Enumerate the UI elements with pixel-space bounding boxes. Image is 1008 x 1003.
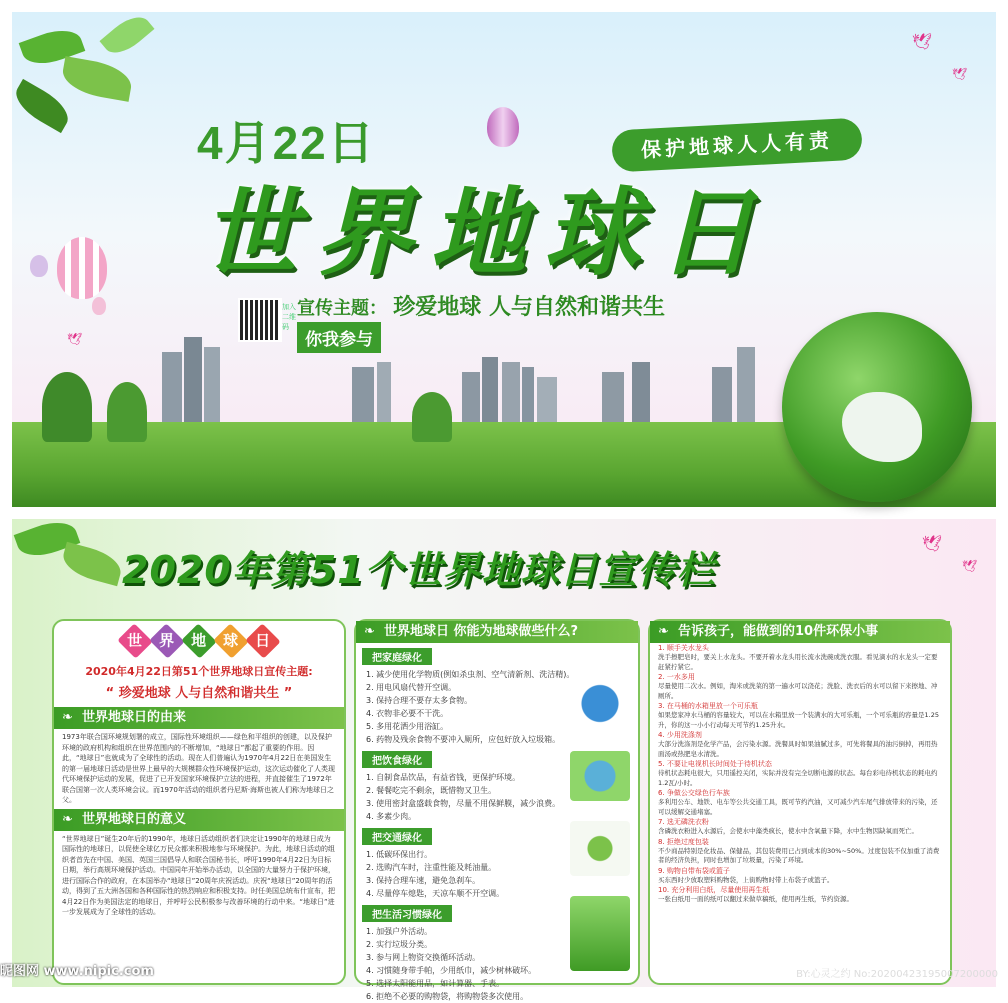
tip-title: 4. 少用洗涤剂 [658, 731, 702, 739]
hot-air-balloon-icon [487, 107, 519, 147]
watermark-id: BY:心灵之约 No:20200423195007200000 [796, 969, 998, 980]
leaf-decoration [59, 542, 125, 587]
leaf-decoration [9, 79, 75, 133]
tip-title: 8. 拒绝过度包装 [658, 837, 709, 846]
actions-heading: ❧ 世界地球日 你能为地球做些什么? [356, 621, 638, 643]
list-item: 2. 用电风扇代替开空调。 [366, 683, 457, 692]
list-item: 2. 选购汽车时，注重性能及耗油量。 [366, 863, 497, 872]
hot-air-balloon-icon [92, 297, 106, 315]
cube-tile: 界 [149, 623, 184, 658]
list-item: 4. 衣物非必要不干洗。 [366, 709, 449, 718]
cube-tile: 日 [245, 623, 280, 658]
tip-text: 多利用公车、地铁、电车等公共交通工具，既可节约汽油，又可减少汽车尾气排放带来的污染，还可以缓解交通堵塞。 [658, 798, 938, 816]
list-item: 1. 减少使用化学物质(例如杀虫剂、空气清新剂、洗洁精)。 [366, 670, 575, 679]
tip-item [650, 817, 950, 837]
meaning-text: “世界地球日”诞生20年后的1990年，地球日活动组织者们决定让1990年的地球日成为国际性的地球日，以促使全球亿万民众都来积极地参与环境保护。为此，地球日活动的组织者首先在中国、美国、英国三国倡导人和联合国秘书长，呼吁1990年4月22日为目标日期，举行高规环境保护活动。中国同年开始举办活动，以全国的大量努力于保护环境，进行国际合作的政府，在本国举办“地球日”20周年庆祝活动。庆祝“地球日”20周年的活动，得到了五大洲各国和各种国际性的热烈响应和积极支持。时任美国总统布什宣布，把4月22日作为美国法定的地球日，并呼吁公民积极参与改善环境的行动中来。“地球日”进一步发展成为了全球性的活动。 [62, 834, 335, 916]
tips-heading: ❧ 告诉孩子，能做到的10件环保小事 [650, 621, 950, 643]
list-item: 3. 参与网上物资交换循环活动。 [366, 953, 481, 962]
city-skyline [162, 332, 762, 432]
earth-kids-image [570, 751, 630, 801]
tip-title: 5. 不要让电视机长时间处于待机状态 [658, 760, 772, 768]
theme-slogan: “ 珍爱地球 人与自然和谐共生 ” [105, 686, 293, 701]
theme-text: 珍爱地球 人与自然和谐共生 [393, 295, 665, 320]
tip-title: 10. 充分利用白纸，尽量使用再生纸 [658, 886, 770, 894]
board-title: 2020年第51个世界地球日宣传栏 [122, 548, 716, 592]
tip-item [650, 643, 950, 672]
theme-label: 宣传主题： [297, 298, 387, 319]
title-cubes [54, 629, 344, 653]
list-item: 4. 尽量停车熄匙，天凉车顺不开空调。 [366, 889, 505, 898]
list-item: 5. 多用花洒少用浴缸。 [366, 722, 449, 731]
list-item: 4. 习惯随身带手帕，少用纸巾，减少树林破坏。 [366, 966, 537, 975]
leaf-decoration [60, 56, 135, 102]
list-item: 2. 实行垃圾分类。 [366, 940, 433, 949]
tip-title: 1. 顺手关水龙头 [658, 644, 709, 652]
qr-label: 加入 二维码 [282, 303, 296, 331]
tip-item [650, 759, 950, 788]
tips-column [648, 619, 952, 985]
bird-icon: 🕊 [952, 67, 968, 81]
list-item: 1. 自制食品饮品，有益省钱，更保护环境。 [366, 773, 521, 782]
poster-title: 世界地球日 [202, 177, 772, 289]
hot-air-balloon-icon [57, 237, 107, 299]
list-item: 1. 低碳环保出行。 [366, 850, 433, 859]
tip-text: 如果您家冲水马桶的容量较大，可以在水箱里放一个装满水的大可乐瓶，一个可乐瓶的容量是1.25升，你的这一小小行动每天可节约1.25升水。 [658, 711, 939, 729]
watermark-logo: 昵图网 www.nipic.com [0, 964, 154, 979]
section-title: 把家庭绿化 [362, 648, 432, 665]
tree-icon [107, 382, 147, 442]
bottom-board [12, 519, 996, 1001]
origin-text: 1973年联合国环境规划署的成立，国际性环境组织——绿色和平组织的创建，以及保护环境的政府机构和组织在世界范围内的不断增加，“地球日”都起了重要的作用。因此，“地球日”也就成为了全球性的活动。现在人们普遍认为1970年4月22日在美国发生的第一届地球日活动是世界上最早的大规模群众性环境保护运动，这次运动催化了人类现代环境保护运动的发展，促进了已开发国家环境保护立法的进程，并直接催生了1972年联合国第一次人类环境会议。而1970年活动的组织者丹尼斯·海斯也被人们称为地球日之父。 [62, 733, 335, 804]
tip-text: 尽量使用二次水。例如，淘米或洗菜的第一遍水可以浇花；洗脸、洗衣后的水可以留下来擦地、冲厕所。 [658, 682, 938, 700]
bird-icon: 🕊 [962, 559, 978, 573]
list-item: 4. 多素少肉。 [366, 812, 417, 821]
tip-title: 9. 购物自带布袋或篮子 [658, 866, 730, 875]
list-item: 6. 拒绝不必要的购物袋，将购物袋多次使用。 [366, 992, 529, 1001]
tip-item [650, 730, 950, 759]
bird-icon: 🕊 [67, 332, 83, 346]
join-badge: 你我参与 [297, 322, 381, 353]
tip-text: 洗手擦肥皂时，要关上水龙头。不要开着水龙头用长流水洗碗或洗衣服。看见滴水的水龙头一定要赶紧拧紧它。 [658, 653, 938, 671]
tip-item [650, 866, 950, 886]
leaf-decoration [99, 9, 154, 61]
bird-icon: 🕊 [922, 534, 943, 553]
tip-title: 6. 争做公交绿色行车族 [658, 789, 730, 797]
list-item: 3. 使用密封盒盛载食物，尽量不用保鲜膜，减少浪费。 [366, 799, 561, 808]
slogan-badge: 保护地球人人有责 [611, 117, 863, 172]
list-item: 3. 保持合理不要存太多食物。 [366, 696, 473, 705]
cube-tile: 世 [117, 623, 152, 658]
earth-day-image [570, 821, 630, 876]
tree-icon [412, 392, 452, 442]
actions-column [354, 619, 640, 1001]
tip-title: 3. 在马桶的水箱里放一个可乐瓶 [658, 702, 758, 710]
tip-text: 大部分洗涤剂是化学产品，会污染水源。洗餐具时如果油腻过多，可先将餐具的油污倒掉，再用热面汤或热肥皂水清洗。 [658, 740, 938, 758]
meaning-heading: ❧ 世界地球日的意义 [54, 809, 344, 831]
event-date: 4月22日 [197, 117, 376, 169]
tip-item [650, 788, 950, 817]
list-item: 1. 加强户外活动。 [366, 927, 433, 936]
tip-text: 不少商品特别是化妆品、保健品，其包装费用已占到成本的30%~50%。过度包装不仅加重了消费者的经济负担，同时也增加了垃圾量，污染了环境。 [658, 846, 940, 864]
list-item: 6. 药物及残余食物不要冲入厕所，应包好放入垃圾箱。 [366, 735, 561, 744]
hot-air-balloon-icon [30, 255, 48, 277]
list-item: 3. 保持合理车速，避免急刹车。 [366, 876, 481, 885]
tree-icon [42, 372, 92, 442]
top-poster [12, 12, 996, 507]
tip-title: 7. 选无磷洗衣粉 [658, 818, 709, 826]
tip-item [650, 885, 950, 905]
tip-item [650, 672, 950, 701]
tip-item [650, 701, 950, 730]
theme-line [297, 290, 665, 321]
origin-column [52, 619, 346, 985]
tip-item [650, 837, 950, 866]
hands-globe-image [570, 681, 630, 731]
tip-text: 一张白纸用一面的纸可以翻过来做草稿纸，使用再生纸，节约资源。 [658, 895, 853, 903]
cube-tile: 地 [181, 623, 216, 658]
origin-heading: ❧ 世界地球日的由来 [54, 707, 344, 729]
section-title: 把饮食绿化 [362, 751, 432, 768]
cube-tile: 球 [213, 623, 248, 658]
tip-text: 待机状态耗电很大，只用遥控关闭，实际并没有完全切断电源的状态。每台彩电待机状态的耗电约1.2瓦/小时。 [658, 769, 938, 787]
tip-text: 买东西时少放取塑料购物袋，上街购物时带上布袋子或篮子。 [658, 875, 834, 884]
tip-title: 2. 一水多用 [658, 673, 695, 681]
list-item: 5. 选择太阳能用品，如计算器、手表。 [366, 979, 505, 988]
section-title: 把交通绿化 [362, 828, 432, 845]
section-title: 把生活习惯绿化 [362, 905, 452, 922]
tip-text: 含磷洗衣粉进入水源后，会使水中藻类疯长，使水中含氧量下降，水中生物因缺氧而死亡。 [658, 827, 918, 835]
theme-title: 2020年4月22日第51个世界地球日宣传主题: [85, 665, 313, 678]
eco-bag-image [570, 896, 630, 971]
bird-icon: 🕊 [912, 32, 933, 51]
list-item: 2. 餐餐吃完不剩余，既惜物又卫生。 [366, 786, 497, 795]
